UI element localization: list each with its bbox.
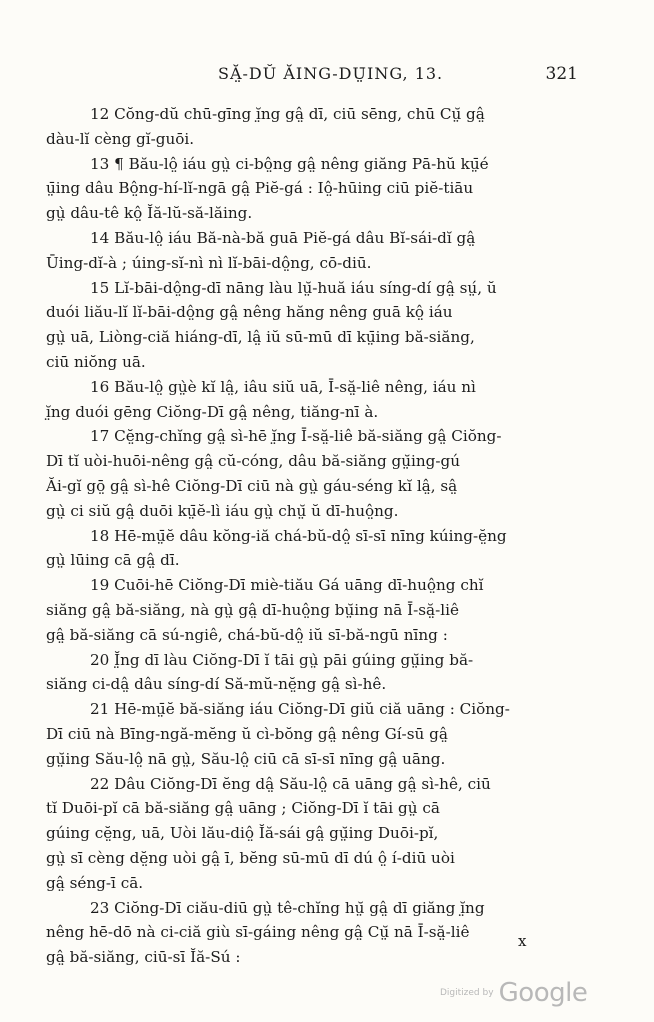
verse-first-line: 23 Ciŏng-Dī ciău-diū gṳ̀ tê-chĭng hṳ̆ gâ̤ dī giăng ĭ̤ng xyxy=(90,898,485,917)
verse xyxy=(46,573,578,647)
verse-first-line: 22 Dâu Ciŏng-Dī ĕng dâ̤ Său-lô̤ cā uāng gâ̤ sì-hê, ciū xyxy=(90,774,491,793)
verse xyxy=(46,772,578,896)
verse-list xyxy=(46,102,578,970)
verse-line: Dī tĭ uòi-huōi-nêng gâ̤ cŭ-cóng, dâu bă-siăng gṳ̆ing-gú xyxy=(46,452,461,471)
verse-line: gṳ̆ing Său-lô̤ nā gṳ̀, Său-lô̤ ciū cā sī-sī nīng gâ̤ uāng. xyxy=(46,749,446,768)
verse-first-line: 16 Bău-lô̤ gṳ̀è kĭ lâ̤, iâu siŭ uā, Ī-să̤-liê nêng, iáu nì xyxy=(90,377,476,396)
verse-first-line: 13 ¶ Bău-lô̤ iáu gṳ̀ ci-bô̤ng gâ̤ nêng giăng Pā-hŭ kṳ̄é xyxy=(90,154,489,173)
verse-line: gâ̤ bă-siăng, ciū-sī Ĭă-Sú : xyxy=(46,948,241,967)
verse-line: ciū niŏng uā. xyxy=(46,352,146,371)
verse-line: dàu-lĭ cèng gĭ-guōi. xyxy=(46,129,195,148)
verse-line: Ūing-dĭ-à ; úing-sĭ-nì nì lĭ-bāi-dô̤ng, cō-diū. xyxy=(46,253,372,272)
verse-first-line: 17 Cĕ̤ng-chĭng gâ̤ sì-hē ĭ̤ng Ī-să̤-liê bă-siăng gâ̤ Ciŏng- xyxy=(90,427,502,446)
verse-first-line: 21 Hē-mṳ̄ĕ bă-siăng iáu Ciŏng-Dī giŭ ciă uāng : Ciŏng- xyxy=(90,700,510,719)
verse xyxy=(46,648,578,698)
verse xyxy=(46,375,578,425)
verse-line: gṳ̀ sī cèng dĕ̤ng uòi gâ̤ ī, bĕng sū-mū dī dú ô̤ í-diū uòi xyxy=(46,848,455,867)
verse-line: ṳ̄ing dâu Bô̤ng-hí-lĭ-ngā gâ̤ Piĕ-gá : Iô̤-hūing ciū piĕ-tiāu xyxy=(46,179,474,198)
running-title: SĂ̤-DŬ ĂING-DṲ̄ING, 13. xyxy=(218,64,444,83)
verse xyxy=(46,276,578,375)
verse-line: gâ̤ séng-ī cā. xyxy=(46,873,144,892)
page-header xyxy=(70,64,578,94)
digitized-by-google-watermark xyxy=(440,978,587,1008)
verse-line: Ăi-gĭ gō̤ gâ̤ sì-hê Ciŏng-Dī ciū nà gṳ̀ gáu-séng kĭ lâ̤, sâ̤ xyxy=(46,476,458,495)
verse-line: Dī ciū nà Bīng-ngă-mĕng ŭ cì-bŏng gâ̤ nêng Gí-sū gâ̤ xyxy=(46,724,448,743)
verse-line: gṳ̀ ci siŭ gâ̤ duōi kṳ̄ĕ-lì iáu gṳ̀ chṳ̆ ŭ dī-huô̤ng. xyxy=(46,501,399,520)
verse-line: siăng ci-dâ̤ dâu síng-dí Să-mŭ-nĕ̤ng gâ̤ sì-hê. xyxy=(46,675,387,694)
verse xyxy=(46,524,578,574)
page-number: 321 xyxy=(545,64,578,84)
verse-first-line: 18 Hē-mṳ̄ĕ dâu kŏng-iă chá-bŭ-dô̤ sī-sī nīng kúing-ĕ̤ng xyxy=(90,526,507,545)
verse-line: gṳ̀ uā, Liòng-ciă hiáng-dī, lâ̤ iŭ sū-mū dī kṳ̄ing bă-siăng, xyxy=(46,328,475,347)
verse-first-line: 14 Bău-lô̤ iáu Bă-nà-bă guā Piĕ-gá dâu Bĭ-sái-dĭ gâ̤ xyxy=(90,228,476,247)
digitized-by-text: Digitized by xyxy=(440,988,494,998)
signature-mark: x xyxy=(518,932,527,950)
verse-line: gúing cĕ̤ng, uā, Uòi lău-diô̤ Ĭă-sái gâ̤ gṳ̆ing Duōi-pĭ, xyxy=(46,824,439,843)
verse-line: ĭ̤ng duói gēng Ciŏng-Dī gâ̤ nêng, tiăng-nī à. xyxy=(46,402,379,421)
verse xyxy=(46,424,578,523)
verse-first-line: 12 Cŏng-dŭ chū-gīng ĭ̤ng gâ̤ dī, ciū sēng, chū Cṳ̆ gâ̤ xyxy=(90,105,485,123)
verse-first-line: 20 Ĭ̤ng dī làu Ciŏng-Dī ĭ tāi gṳ̀ pāi gúing gṳ̆ing bă- xyxy=(90,650,474,669)
verse-first-line: 15 Lĭ-bāi-dô̤ng-dī nāng làu lṳ̆-huă iáu síng-dí gâ̤ sṳ́, ŭ xyxy=(90,278,497,297)
verse-line: gṳ̀ lūing cā gâ̤ dī. xyxy=(46,551,180,570)
verse-line: siăng gâ̤ bă-siăng, nà gṳ̀ gâ̤ dī-huô̤ng bṳ̆ing nā Ī-să̤-liê xyxy=(46,600,459,619)
verse xyxy=(46,896,578,970)
verse-line: nêng hē-dō nà ci-ciă giù sī-gáing nêng gâ̤ Cṳ̆ nā Ī-să̤-liê xyxy=(46,923,470,942)
verse-line: gâ̤ bă-siăng cā sú-ngiê, chá-bŭ-dô̤ iŭ sī-bă-ngū nīng : xyxy=(46,625,448,644)
verse-first-line: 19 Cuōi-hē Ciŏng-Dī miè-tiău Gá uāng dī-huô̤ng chĭ xyxy=(90,576,484,595)
verse xyxy=(46,152,578,226)
verse-line: gṳ̀ dâu-tê kô̤ Ĭă-lŭ-să-lăing. xyxy=(46,204,253,223)
google-logo-text: Google xyxy=(498,978,588,1008)
verse xyxy=(46,226,578,276)
verse xyxy=(46,697,578,771)
verse-line: duói liău-lĭ lĭ-bāi-dô̤ng gâ̤ nêng hăng nêng guā kô̤ iáu xyxy=(46,303,453,322)
verse-line: tĭ Duōi-pĭ cā bă-siăng gâ̤ uāng ; Ciŏng-Dī ĭ tāi gṳ̀ cā xyxy=(46,799,440,818)
verse xyxy=(46,102,578,152)
